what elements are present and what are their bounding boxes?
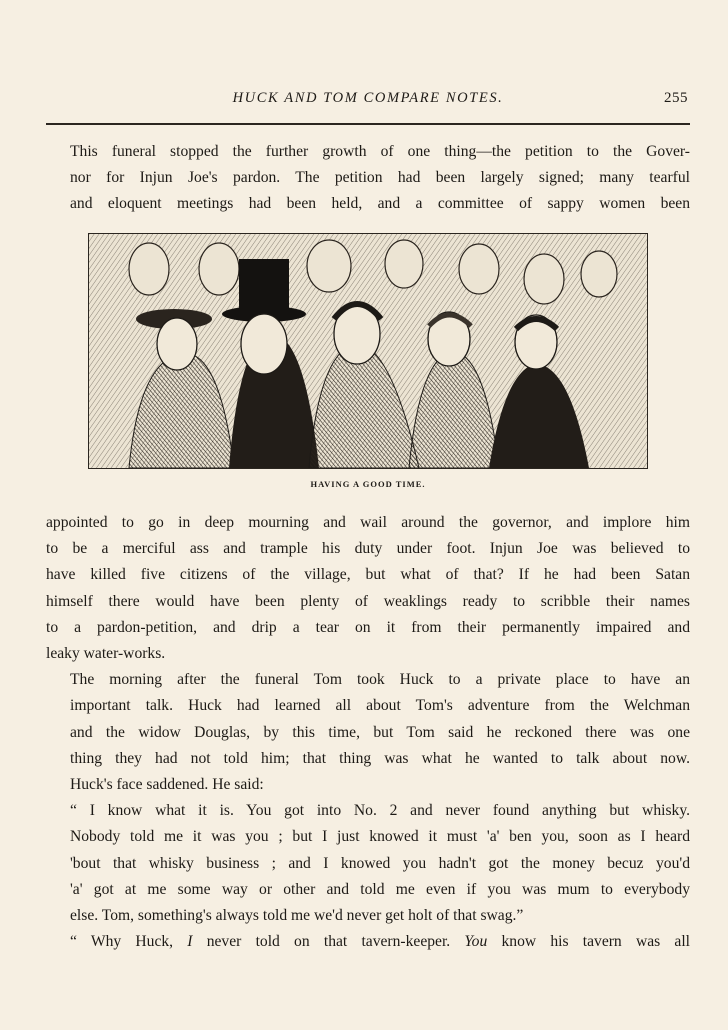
text-line: 'a' got at me some way or other and told me even if you was mum to everybody: [70, 880, 690, 898]
text-line: Huck's face saddened. He said:: [70, 776, 264, 794]
text-line: Nobody told me it was you ; but I just knowed it must 'a' ben you, soon as I heard: [70, 828, 690, 846]
text-line: thing they had not told him; that thing was what he wanted to talk about now.: [70, 749, 690, 767]
illustration-caption: HAVING A GOOD TIME.: [310, 479, 426, 489]
text-line: to be a merciful ass and trample his duty under foot. Injun Joe was believed to: [46, 540, 690, 558]
emphasis-run: I: [187, 933, 193, 951]
text-run: never told on that tavern-keeper.: [192, 933, 465, 951]
text-line: [46, 929, 690, 955]
text-line: 'bout that whisky business ; and I knowed you hadn't got the money becuz you'd: [70, 854, 690, 872]
text-line: important talk. Huck had learned all about Tom's adventure from the Welchman: [70, 697, 690, 715]
text-line: The morning after the funeral Tom took Huck to a private place to have an: [70, 671, 690, 689]
paragraph-huck-speech: [46, 798, 690, 929]
emphasis-run: You: [464, 933, 488, 951]
text-line: nor for Injun Joe's pardon. The petition had been largely signed; many tearful: [70, 169, 690, 187]
text-line: and eloquent meetings had been held, and a committee of sappy women been: [70, 195, 690, 213]
text-run: know his tavern was all: [487, 933, 691, 951]
text-line: appointed to go in deep mourning and wail around the governor, and implore him: [46, 514, 690, 531]
illustration: [88, 233, 648, 469]
text-line: else. Tom, something's always told me we'd never get holt of that swag.”: [70, 907, 524, 925]
paragraph-tom-reply: [46, 929, 690, 955]
text-run: “ Why Huck,: [70, 933, 188, 951]
page-number: 255: [664, 90, 688, 106]
text-line: and the widow Douglas, by this time, but Tom said he reckoned there was one: [70, 723, 690, 741]
header-rule: [46, 123, 690, 125]
text-line: This funeral stopped the further growth of one thing—the petition to the Gover-: [70, 143, 690, 160]
text-line: leaky water-works.: [46, 645, 166, 663]
mourners-engraving: [89, 234, 647, 468]
text-line: himself there would have been plenty of weaklings ready to scribble their names: [46, 592, 690, 610]
text-line: “ I know what it is. You got into No. 2 and never found anything but whisky.: [70, 802, 690, 820]
paragraph-funeral: [46, 139, 690, 218]
page-header: [46, 90, 690, 114]
text-line: have killed five citizens of the village, but what of that? If he had been Satan: [46, 566, 690, 584]
text-line: to a pardon-petition, and drip a tear on it from their permanently impaired and: [46, 618, 690, 636]
body-text: [46, 510, 690, 955]
paragraph-morning: [46, 667, 690, 798]
running-title: HUCK AND TOM COMPARE NOTES.: [232, 90, 504, 106]
